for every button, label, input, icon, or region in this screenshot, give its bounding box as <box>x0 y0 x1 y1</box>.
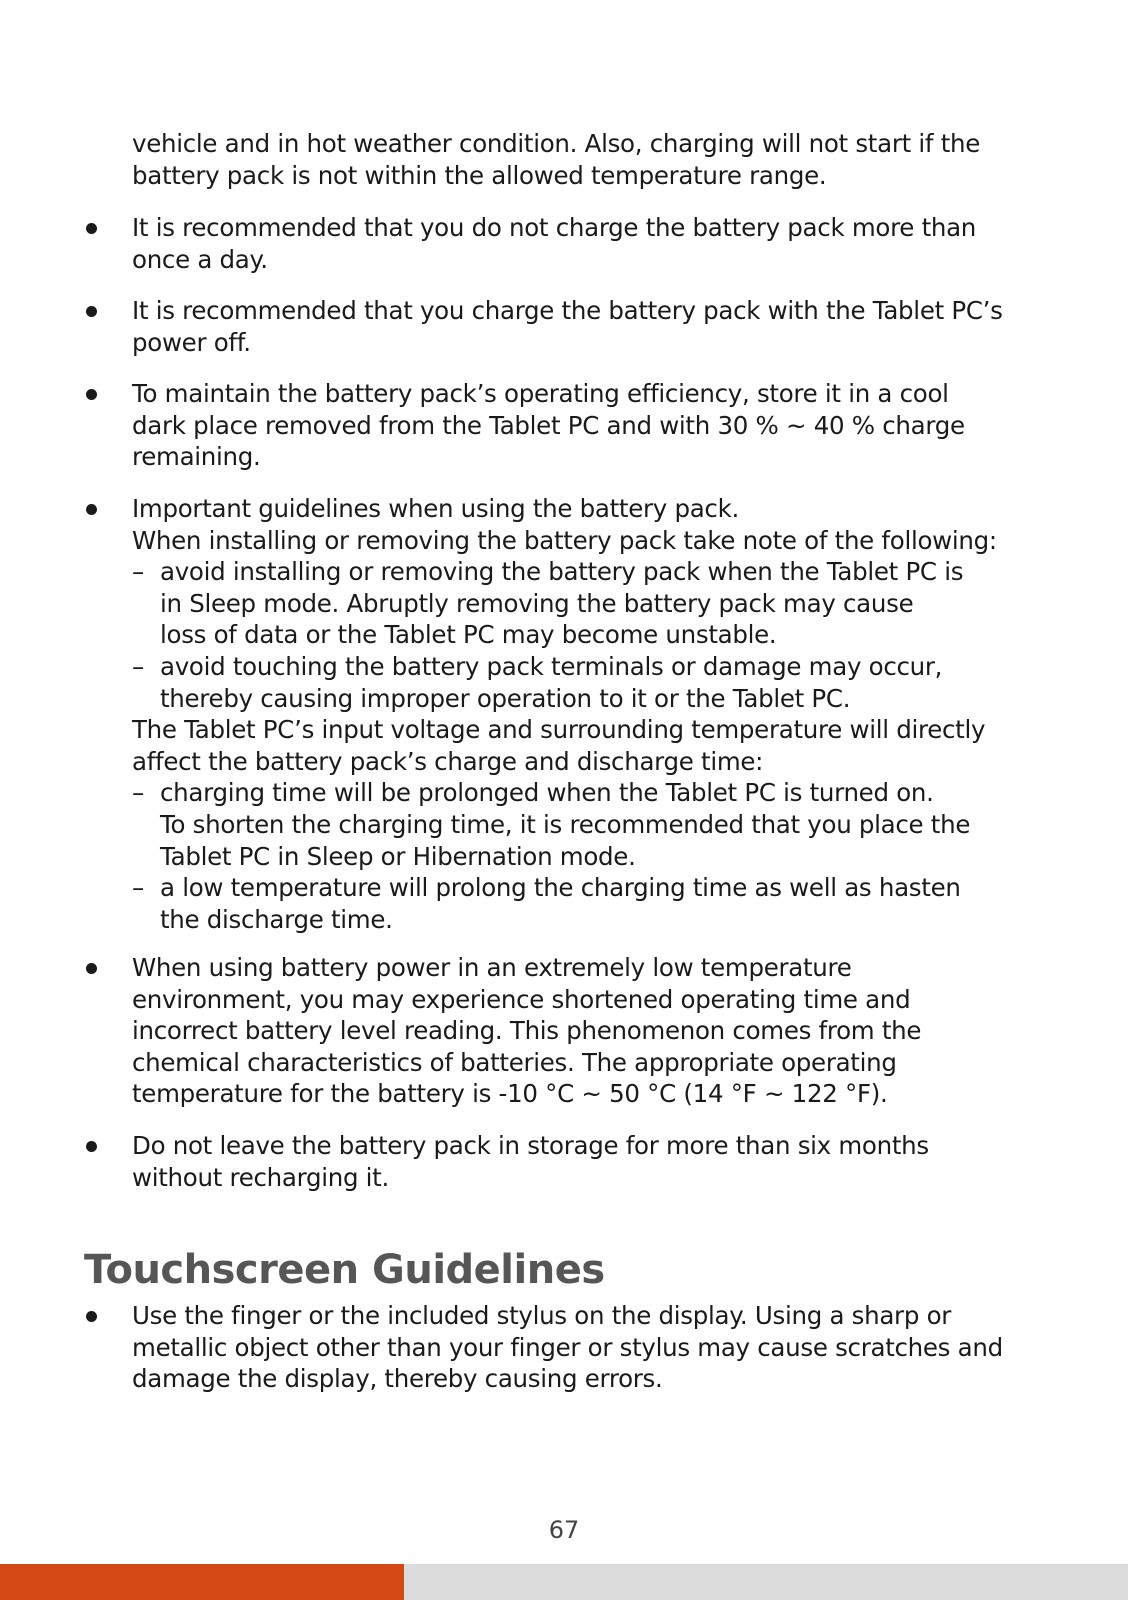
text-line: It is recommended that you charge the battery pack with the Tablet PC’s <box>132 296 1003 325</box>
text-line: temperature for the battery is -10 °C ~ 50 °C (14 °F ~ 122 °F). <box>132 1079 888 1109</box>
text-line: To shorten the charging time, it is recommended that you place the <box>160 809 971 839</box>
bullet-item-stylus-use <box>132 1300 1072 1395</box>
bullet-dot-icon <box>86 1141 97 1152</box>
text-line: The Tablet PC’s input voltage and surrounding temperature will directly <box>132 715 986 745</box>
bullet-item-storage-duration <box>132 1130 1072 1193</box>
text-line: avoid touching the battery pack terminals or damage may occur, <box>160 651 943 681</box>
text-line: damage the display, thereby causing errors. <box>132 1364 663 1394</box>
sub-item-low-temperature <box>132 872 1072 904</box>
continued-paragraph <box>132 128 1052 191</box>
text-line: remaining. <box>132 442 261 472</box>
text-line: in Sleep mode. Abruptly removing the battery pack may cause <box>160 588 914 618</box>
text-line: Do not leave the battery pack in storage for more than six months <box>132 1131 929 1160</box>
text-line: Tablet PC in Sleep or Hibernation mode. <box>160 841 636 871</box>
text-line: When installing or removing the battery pack take note of the following: <box>132 525 997 555</box>
text-line: vehicle and in hot weather condition. Also, charging will not start if the <box>132 129 981 158</box>
footer-grey-bar <box>404 1564 1128 1600</box>
bullet-dot-icon <box>86 963 97 974</box>
bullet-item-important-guidelines <box>132 493 1072 935</box>
text-line: a low temperature will prolong the charging time as well as hasten <box>160 873 961 903</box>
text-line: It is recommended that you do not charge the battery pack more than <box>132 213 977 242</box>
text-line: power off. <box>132 327 251 357</box>
text-line: dark place removed from the Tablet PC and with 30 % ~ 40 % charge <box>132 410 965 440</box>
text-line: loss of data or the Tablet PC may become unstable. <box>160 620 777 650</box>
text-line: When using battery power in an extremely low temperature <box>132 953 852 982</box>
bullet-item-low-temperature-use <box>132 952 1072 1110</box>
bullet-dot-icon <box>86 389 97 400</box>
footer-bar <box>0 1564 1128 1600</box>
text-line: Important guidelines when using the battery pack. <box>132 494 739 523</box>
text-line: incorrect battery level reading. This phenomenon comes from the <box>132 1016 922 1046</box>
text-line: thereby causing improper operation to it or the Tablet PC. <box>160 683 851 713</box>
bullet-dot-icon <box>86 504 97 515</box>
text-line: battery pack is not within the allowed temperature range. <box>132 160 827 190</box>
text-line: To maintain the battery pack’s operating efficiency, store it in a cool <box>132 379 949 408</box>
text-line: affect the battery pack’s charge and discharge time: <box>132 746 764 776</box>
section-heading: Touchscreen Guidelines <box>84 1247 605 1293</box>
text-line: without recharging it. <box>132 1162 389 1192</box>
bullet-dot-icon <box>86 1311 97 1322</box>
text-line: charging time will be prolonged when the Tablet PC is turned on. <box>160 778 934 808</box>
text-line: Use the finger or the included stylus on the display. Using a sharp or <box>132 1301 952 1330</box>
sub-item-charging-time <box>132 777 1072 809</box>
bullet-item-storage <box>132 378 1072 473</box>
text-line: chemical characteristics of batteries. The appropriate operating <box>132 1047 897 1077</box>
text-line: the discharge time. <box>160 904 393 934</box>
bullet-dot-icon <box>86 306 97 317</box>
text-line: environment, you may experience shortened operating time and <box>132 984 911 1014</box>
text-line: avoid installing or removing the battery pack when the Tablet PC is <box>160 557 964 587</box>
text-line: metallic object other than your finger or stylus may cause scratches and <box>132 1332 1003 1362</box>
bullet-dot-icon <box>86 223 97 234</box>
text-line: once a day. <box>132 244 268 274</box>
dash-marker: – <box>132 778 144 808</box>
dash-marker: – <box>132 873 144 903</box>
bullet-item-charge-power-off <box>132 295 1072 358</box>
sub-item-terminals <box>132 651 1072 683</box>
dash-marker: – <box>132 557 144 587</box>
sub-item-installing <box>132 556 1072 588</box>
page-number: 67 <box>548 1516 580 1544</box>
bullet-item-charge-frequency <box>132 212 1072 275</box>
footer-accent-bar <box>0 1564 404 1600</box>
dash-marker: – <box>132 651 144 681</box>
